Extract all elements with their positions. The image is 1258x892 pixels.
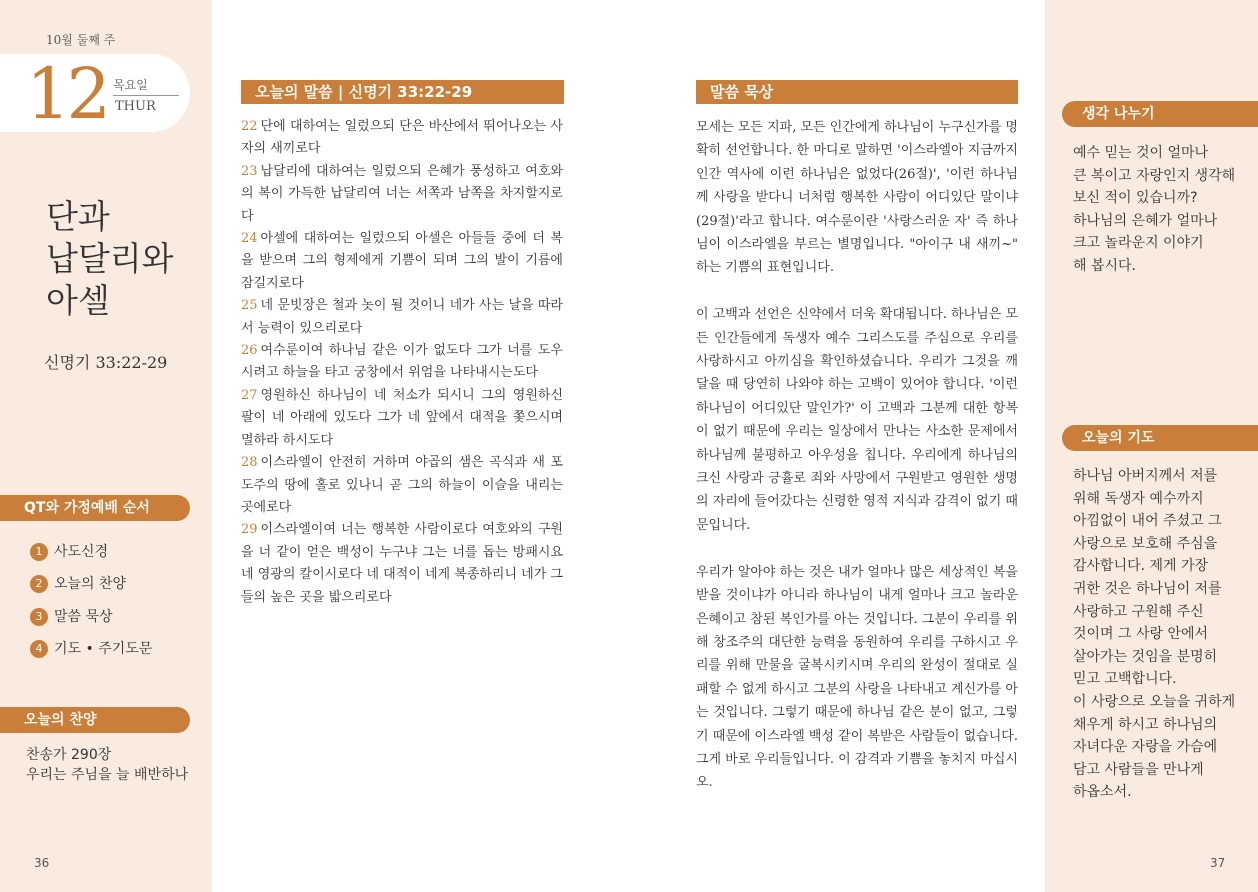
- meditation-paragraph: 모세는 모든 지파, 모든 인간에게 하나님이 누구신가를 명확히 선언합니다. 한 마디로 말하면 '이스라엘아 지금까지 인간 역사에 이런 하나님은 없었다(26절)', '이런 하나님께 사랑을 받다니 너처럼 행복한 사람이 어디있단 말이냐(29절)'라고 합니다. 여수룬이란 '사랑스러운 자' 즉 하나님이 이스라엘을 부르는 별명입니다. "아이구 내 새끼~" 하는 기쁨의 표현입니다.: [696, 120, 1018, 276]
- verse: [241, 228, 563, 295]
- text-line: 채우게 하시고 하나님의: [1073, 716, 1218, 733]
- hymn-heading: 오늘의 찬양: [0, 707, 190, 733]
- verse: [241, 452, 563, 519]
- text-line: 하나님 아버지께서 저를: [1073, 468, 1218, 484]
- weekday-english: THUR: [115, 99, 156, 114]
- text-line: 크고 놀라운지 이야기: [1073, 235, 1204, 252]
- verse: [241, 385, 563, 452]
- text-line: 큰 복이고 자랑인지 생각해: [1073, 167, 1236, 184]
- text-line: 감사합니다. 제게 가장: [1073, 558, 1209, 575]
- week-label: 10월 둘째 주: [46, 33, 116, 47]
- order-item-label: 말씀 묵상: [54, 609, 113, 625]
- verse: [241, 295, 563, 340]
- sharing-heading: 생각 나누기: [1062, 101, 1258, 127]
- weekday-divider: [113, 95, 179, 96]
- scripture-reference: 신명기 33:22-29: [44, 353, 168, 372]
- verse-text: 납달리에 대하여는 일렀으되 은혜가 풍성하고 여호와의 복이 가득한 납달리여 너는 서쪽과 남쪽을 차지할지로다: [241, 163, 563, 224]
- page-number-left: 36: [34, 856, 50, 870]
- order-item: [30, 607, 113, 627]
- verse-text: 이스라엘이 안전히 거하며 야곱의 샘은 곡식과 새 포도주의 땅에 홀로 있나니 곧 그의 하늘이 이슬을 내리는 곳에로다: [241, 455, 563, 515]
- verse-number: 27: [241, 387, 258, 403]
- number-badge: 4: [30, 640, 48, 658]
- title-line: 납달리와: [46, 239, 174, 278]
- meditation-heading: 말씀 묵상: [696, 80, 1018, 104]
- text-line: 하나님의 은혜가 얼마나: [1073, 212, 1218, 229]
- text-line: 사랑으로 보호해 주심을: [1073, 535, 1218, 552]
- order-item: [30, 542, 108, 562]
- order-item: [30, 639, 152, 659]
- text-line: 담고 사람들을 만나게: [1073, 761, 1204, 778]
- verse: [241, 340, 563, 385]
- hymn-number: 찬송가 290장: [26, 747, 112, 763]
- text-line: 해 봅시다.: [1073, 257, 1136, 274]
- weekday-korean: 목요일: [113, 78, 148, 92]
- hymn-title: 우리는 주님을 늘 배반하나: [26, 767, 189, 783]
- title-line: 단과: [46, 197, 110, 236]
- verse-number: 25: [241, 298, 258, 314]
- text-line: 것이며 그 사랑 안에서: [1073, 626, 1209, 643]
- verse-text: 여수룬이여 하나님 같은 이가 없도다 그가 너를 도우시려고 하늘을 타고 궁창에서 위엄을 나타내시는도다: [241, 343, 563, 381]
- hymn-info: [26, 745, 188, 785]
- verse: [241, 116, 563, 161]
- text-line: 하옵소서.: [1073, 784, 1132, 801]
- title-line: 아셀: [46, 281, 110, 320]
- page-title: [46, 196, 174, 322]
- verse-text: 아셀에 대하여는 일렀으되 아셀은 아들들 중에 더 복을 받으며 그의 형제에게 기쁨이 되며 그의 발이 기름에 잠길지로다: [241, 231, 563, 291]
- left-sidebar: [0, 0, 212, 892]
- meditation-paragraph: 우리가 알아야 하는 것은 내가 얼마나 많은 세상적인 복을 받을 것이냐가 아니라 하나님이 내게 얼마나 크고 놀라운 은혜이고 참된 복인가를 아는 것입니다. 그분이 우리를 위해 창조주의 대단한 능력을 동원하여 우리를 구하시고 우리를 위해 만물을 굴복시키시며 우리의 완성이 절대로 실패할 수 없게 하시고 그분의 사랑을 나타내고 계신가를 아는 것입니다. 그렇기 때문에 하나님 같은 분이 없고, 그렇기 때문에 이스라엘 백성 같이 복받은 사람들이 없습니다. 그게 바로 우리들입니다. 이 감격과 기쁨을 놓치지 마십시오.: [696, 564, 1018, 791]
- verse-number: 24: [241, 231, 258, 247]
- verse-text: 단에 대하여는 일렀으되 단은 바산에서 뛰어나오는 사자의 새끼로다: [241, 119, 563, 157]
- number-badge: 3: [30, 608, 48, 626]
- text-line: 이 사랑으로 오늘을 귀하게: [1073, 693, 1236, 710]
- scripture-text: [241, 116, 563, 609]
- page-number-right: 37: [1210, 856, 1226, 870]
- verse-text: 영원하신 하나님이 네 처소가 되시니 그의 영원하신 팔이 네 아래에 있도다 그가 네 앞에서 대적을 쫓으시며 멸하라 하시도다: [241, 387, 563, 448]
- order-item-label: 오늘의 찬양: [54, 576, 127, 592]
- text-line: 위해 독생자 예수까지: [1073, 490, 1204, 507]
- verse-number: 29: [241, 522, 258, 538]
- meditation-text: [696, 116, 1018, 818]
- verse-text: 이스라엘이여 너는 행복한 사람이로다 여호와의 구원을 너 같이 얻은 백성이 누구냐 그는 너를 돕는 방패시요 네 영광의 칼이시로다 네 대적이 네게 복종하리니 네가 그들의 높은 곳을 밟으리로다: [241, 522, 563, 605]
- prayer-text: [1073, 465, 1243, 804]
- verse-number: 22: [241, 119, 258, 134]
- text-line: 믿고 고백합니다.: [1073, 671, 1177, 688]
- text-line: 자녀다운 자랑을 가슴에: [1073, 739, 1218, 756]
- verse: [241, 519, 563, 609]
- meditation-paragraph: 이 고백과 선언은 신약에서 더욱 확대됩니다. 하나님은 모든 인간들에게 독생자 예수 그리스도를 주심으로 우리를 사랑하시고 아끼심을 확인하셨습니다. 우리가 그것을 깨달을 때 당연히 나와야 하는 고백이 있어야 합니다. '이런 하나님이 어디있단 말인가?' 이 고백과 그분께 대한 항복이 없기 때문에 우리는 일상에서 만나는 사소한 문제에서 하나님께 불평하고 아우성을 칩니다. 우리에게 하나님의 크신 사랑과 긍휼로 죄와 사망에서 구원받고 영원한 생명의 자리에 들어갔다는 신령한 영적 지식과 감격이 없기 때문입니다.: [696, 307, 1018, 533]
- order-item: [30, 574, 126, 594]
- order-item-label: 기도 • 주기도문: [54, 641, 153, 657]
- text-line: 예수 믿는 것이 얼마나: [1073, 145, 1209, 161]
- verse-number: 26: [241, 343, 258, 359]
- verse-number: 28: [241, 455, 258, 471]
- text-line: 보신 적이 있습니까?: [1073, 190, 1198, 207]
- prayer-heading: 오늘의 기도: [1062, 425, 1258, 451]
- order-heading: QT와 가정예배 순서: [0, 495, 190, 521]
- scripture-heading: 오늘의 말씀 | 신명기 33:22-29: [241, 80, 564, 104]
- sharing-text: [1073, 142, 1243, 278]
- number-badge: 2: [30, 575, 48, 593]
- verse-text: 네 문빗장은 철과 놋이 될 것이니 네가 사는 날을 따라서 능력이 있으리로다: [241, 298, 563, 336]
- text-line: 살아가는 것임을 분명히: [1073, 648, 1218, 665]
- text-line: 사랑하고 구원해 주신: [1073, 603, 1204, 620]
- text-line: 귀한 것은 하나님이 저를: [1073, 580, 1222, 597]
- text-line: 아낌없이 내어 주셨고 그: [1073, 513, 1222, 530]
- day-number: 12: [26, 53, 108, 135]
- number-badge: 1: [30, 543, 48, 561]
- order-item-label: 사도신경: [54, 544, 109, 560]
- verse-number: 23: [241, 163, 258, 179]
- verse: [241, 161, 563, 228]
